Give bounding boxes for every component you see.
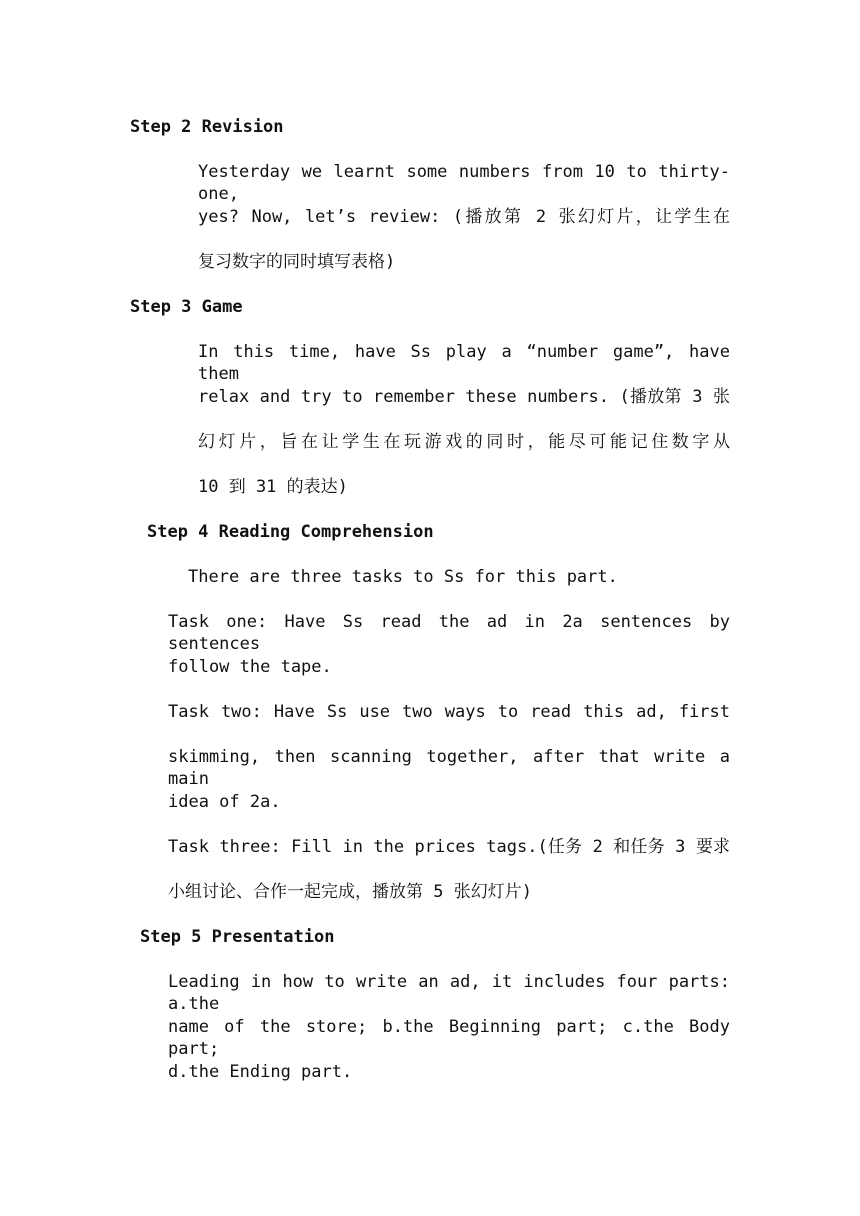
step-5-line-1: Leading in how to write an ad, it includes four parts: a.the (168, 972, 730, 1014)
step-3-line-3: 幻灯片，旨在让学生在玩游戏的同时，能尽可能记住数字从 (198, 432, 730, 452)
step-4-line-2: follow the tape. (168, 657, 332, 677)
step-4-line-3: Task two: Have Ss use two ways to read this ad, first (168, 702, 730, 722)
step-5-heading: Step 5 Presentation (140, 927, 335, 947)
step-2-line-2: yes? Now, let’s review: (播放第 2 张幻灯片，让学生在 (198, 207, 730, 227)
step-4-line-1: Task one: Have Ss read the ad in 2a sentences by sentences (168, 612, 730, 654)
step-2-line-1: Yesterday we learnt some numbers from 10 to thirty-one, (198, 162, 730, 204)
step-2-heading: Step 2 Revision (130, 117, 284, 137)
step-4-line-6: Task three: Fill in the prices tags.(任务 2 和任务 3 要求 (168, 837, 730, 857)
step-4-line-7: 小组讨论、合作一起完成，播放第 5 张幻灯片) (168, 882, 532, 902)
step-4-heading: Step 4 Reading Comprehension (147, 522, 434, 542)
step-3-line-2: relax and try to remember these numbers. (播放第 3 张 (198, 387, 730, 407)
step-3-line-1: In this time, have Ss play a “number game”, have them (198, 342, 730, 384)
step-5-line-2: name of the store; b.the Beginning part; c.the Body part; (168, 1017, 730, 1059)
step-3-line-4: 10 到 31 的表达) (198, 477, 348, 497)
step-3-heading: Step 3 Game (130, 297, 243, 317)
step-2-line-3: 复习数字的同时填写表格) (198, 252, 396, 272)
step-4-line-5: idea of 2a. (168, 792, 281, 812)
step-5-line-3: d.the Ending part. (168, 1062, 353, 1082)
step-4-line-4: skimming, then scanning together, after that write a main (168, 747, 730, 789)
step-4-intro: There are three tasks to Ss for this part. (188, 567, 618, 587)
